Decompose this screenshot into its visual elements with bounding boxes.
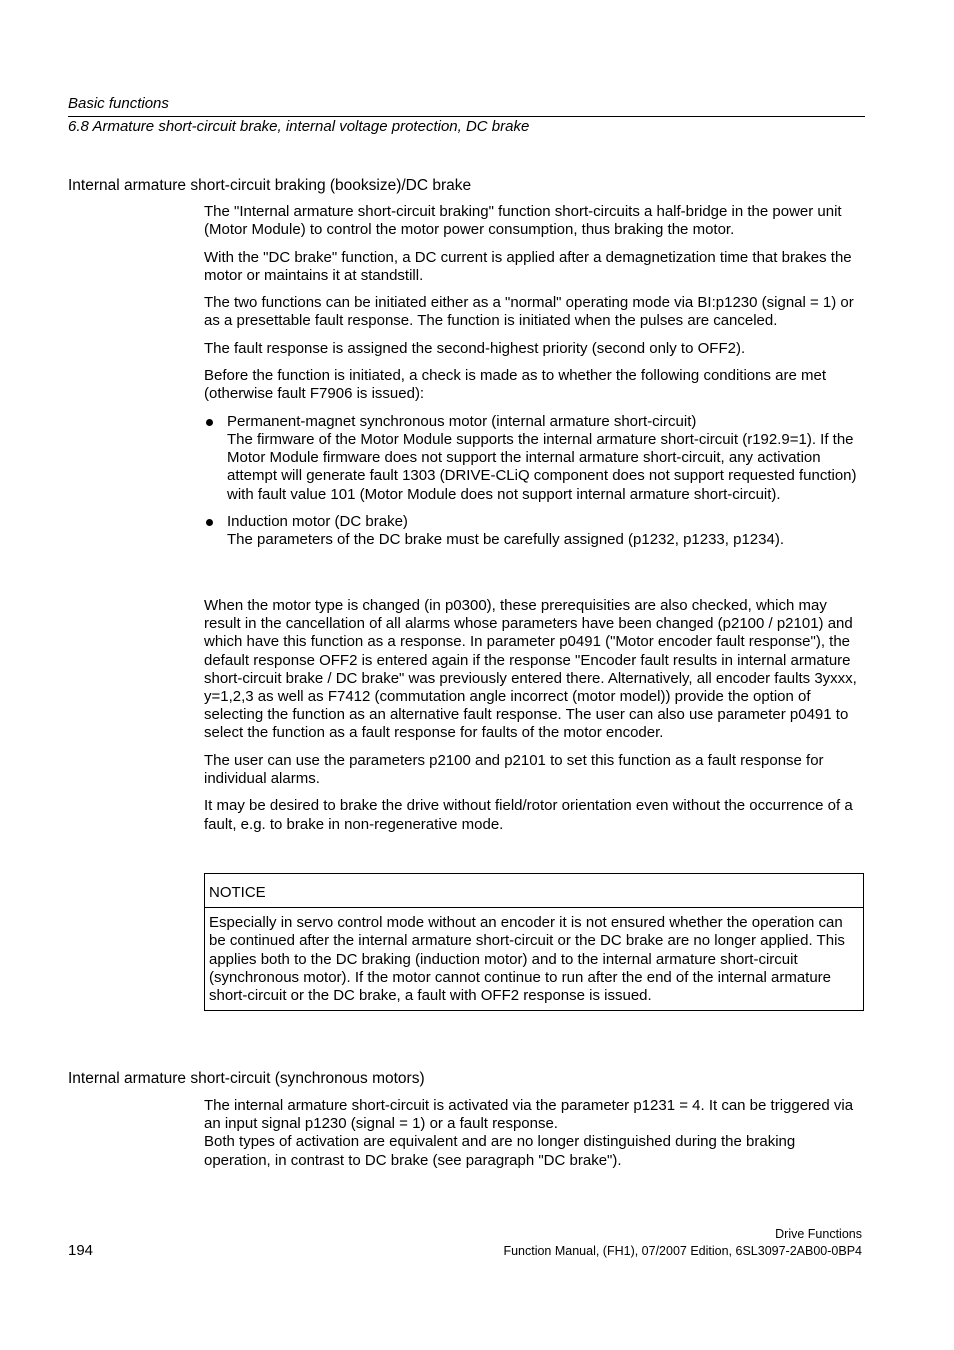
paragraph: Before the function is initiated, a check is made as to whether the following conditions are met (otherwise fault F7906 is issued):: [204, 367, 827, 403]
heading-short-circuit: Internal armature short-circuit (synchronous motors): [68, 1070, 425, 1087]
header-rule: [68, 116, 865, 117]
list-item-text: The parameters of the DC brake must be carefully assigned (p1232, p1233, p1234).: [227, 531, 784, 549]
paragraph: Both types of activation are equivalent and are no longer distinguished during the braking operation, in contrast to DC brake (see paragraph "DC brake").: [204, 1133, 796, 1169]
conditions-list: [204, 413, 866, 550]
notice-title: NOTICE: [205, 874, 863, 908]
section-braking-body: [204, 203, 866, 559]
list-item-head: Permanent-magnet synchronous motor (internal armature short-circuit): [227, 412, 697, 430]
paragraph: The "Internal armature short-circuit braking" function short-circuits a half-bridge in the power unit (Motor Module) to control the motor power consumption, thus braking the motor.: [204, 203, 842, 239]
bullet-icon: [206, 419, 213, 426]
section-short-circuit-body: [204, 1097, 866, 1170]
list-item-head: Induction motor (DC brake): [227, 512, 408, 530]
list-item-text: The firmware of the Motor Module supports the internal armature short-circuit (r192.9=1). If the Motor Module firmware does not support the internal armature short-circuit, any activation attempt will generate fault 1303 (DRIVE-CLiQ component does not support requested function) with fault value 101 (Motor Module does not support internal armature short-circuit).: [227, 430, 857, 503]
paragraph: With the "DC brake" function, a DC current is applied after a demagnetization time that brakes the motor or maintains it at standstill.: [204, 248, 852, 284]
paragraph: The user can use the parameters p2100 and p2101 to set this function as a fault response for individual alarms.: [204, 751, 824, 788]
list-item: [204, 413, 866, 504]
notice-box: [204, 873, 864, 1011]
paragraph: The internal armature short-circuit is activated via the parameter p1231 = 4. It can be triggered via an input signal p1230 (signal = 1) or a fault response.: [204, 1097, 854, 1133]
section-braking-body-2: [204, 597, 866, 843]
chapter-title: Basic functions: [68, 95, 169, 112]
footer-edition: Function Manual, (FH1), 07/2007 Edition, 6SL3097-2AB00-0BP4: [503, 1244, 862, 1258]
section-title: 6.8 Armature short-circuit brake, internal voltage protection, DC brake: [68, 118, 530, 135]
paragraph: The fault response is assigned the second-highest priority (second only to OFF2).: [204, 339, 746, 357]
paragraph: It may be desired to brake the drive without field/rotor orientation even without the occurrence of a fault, e.g. to brake in non-regenerative mode.: [204, 797, 853, 833]
list-item: [204, 513, 866, 549]
footer-manual: Drive Functions: [775, 1227, 862, 1241]
bullet-icon: [206, 519, 213, 526]
page-number: 194: [68, 1242, 94, 1259]
heading-braking: Internal armature short-circuit braking (booksize)/DC brake: [68, 177, 472, 194]
paragraph: The two functions can be initiated either as a "normal" operating mode via BI:p1230 (signal = 1) or as a presettable fault response. The function is initiated when the pulses are canceled.: [204, 294, 854, 330]
notice-text: Especially in servo control mode without an encoder it is not ensured whether the operation can be continued after the internal armature short-circuit or the DC brake are no longer applied. This applies both to the DC braking (induction motor) and to the internal armature short-circuit (synchronous motor). If the motor cannot continue to run after the end of the internal armature short-circuit or the DC brake, a fault with OFF2 response is issued.: [209, 914, 845, 1005]
paragraph: When the motor type is changed (in p0300), these prerequisities are also checked, which may result in the cancellation of all alarms whose parameters have been changed (p2100 / p2101) and which have this function as a response. In parameter p0491 ("Motor encoder fault response"), the default response OFF2 is entered again if the response "Encoder fault results in internal armature short-circuit brake / DC brake" was previously entered there. Alternatively, all encoder faults 3yxxx, y=1,2,3 as well as F7412 (commutation angle incorrect (motor model)) provide the option of selecting the function as an alternative fault response. The user can also use parameter p0491 to select the function as a fault response for faults of the motor encoder.: [204, 597, 857, 742]
